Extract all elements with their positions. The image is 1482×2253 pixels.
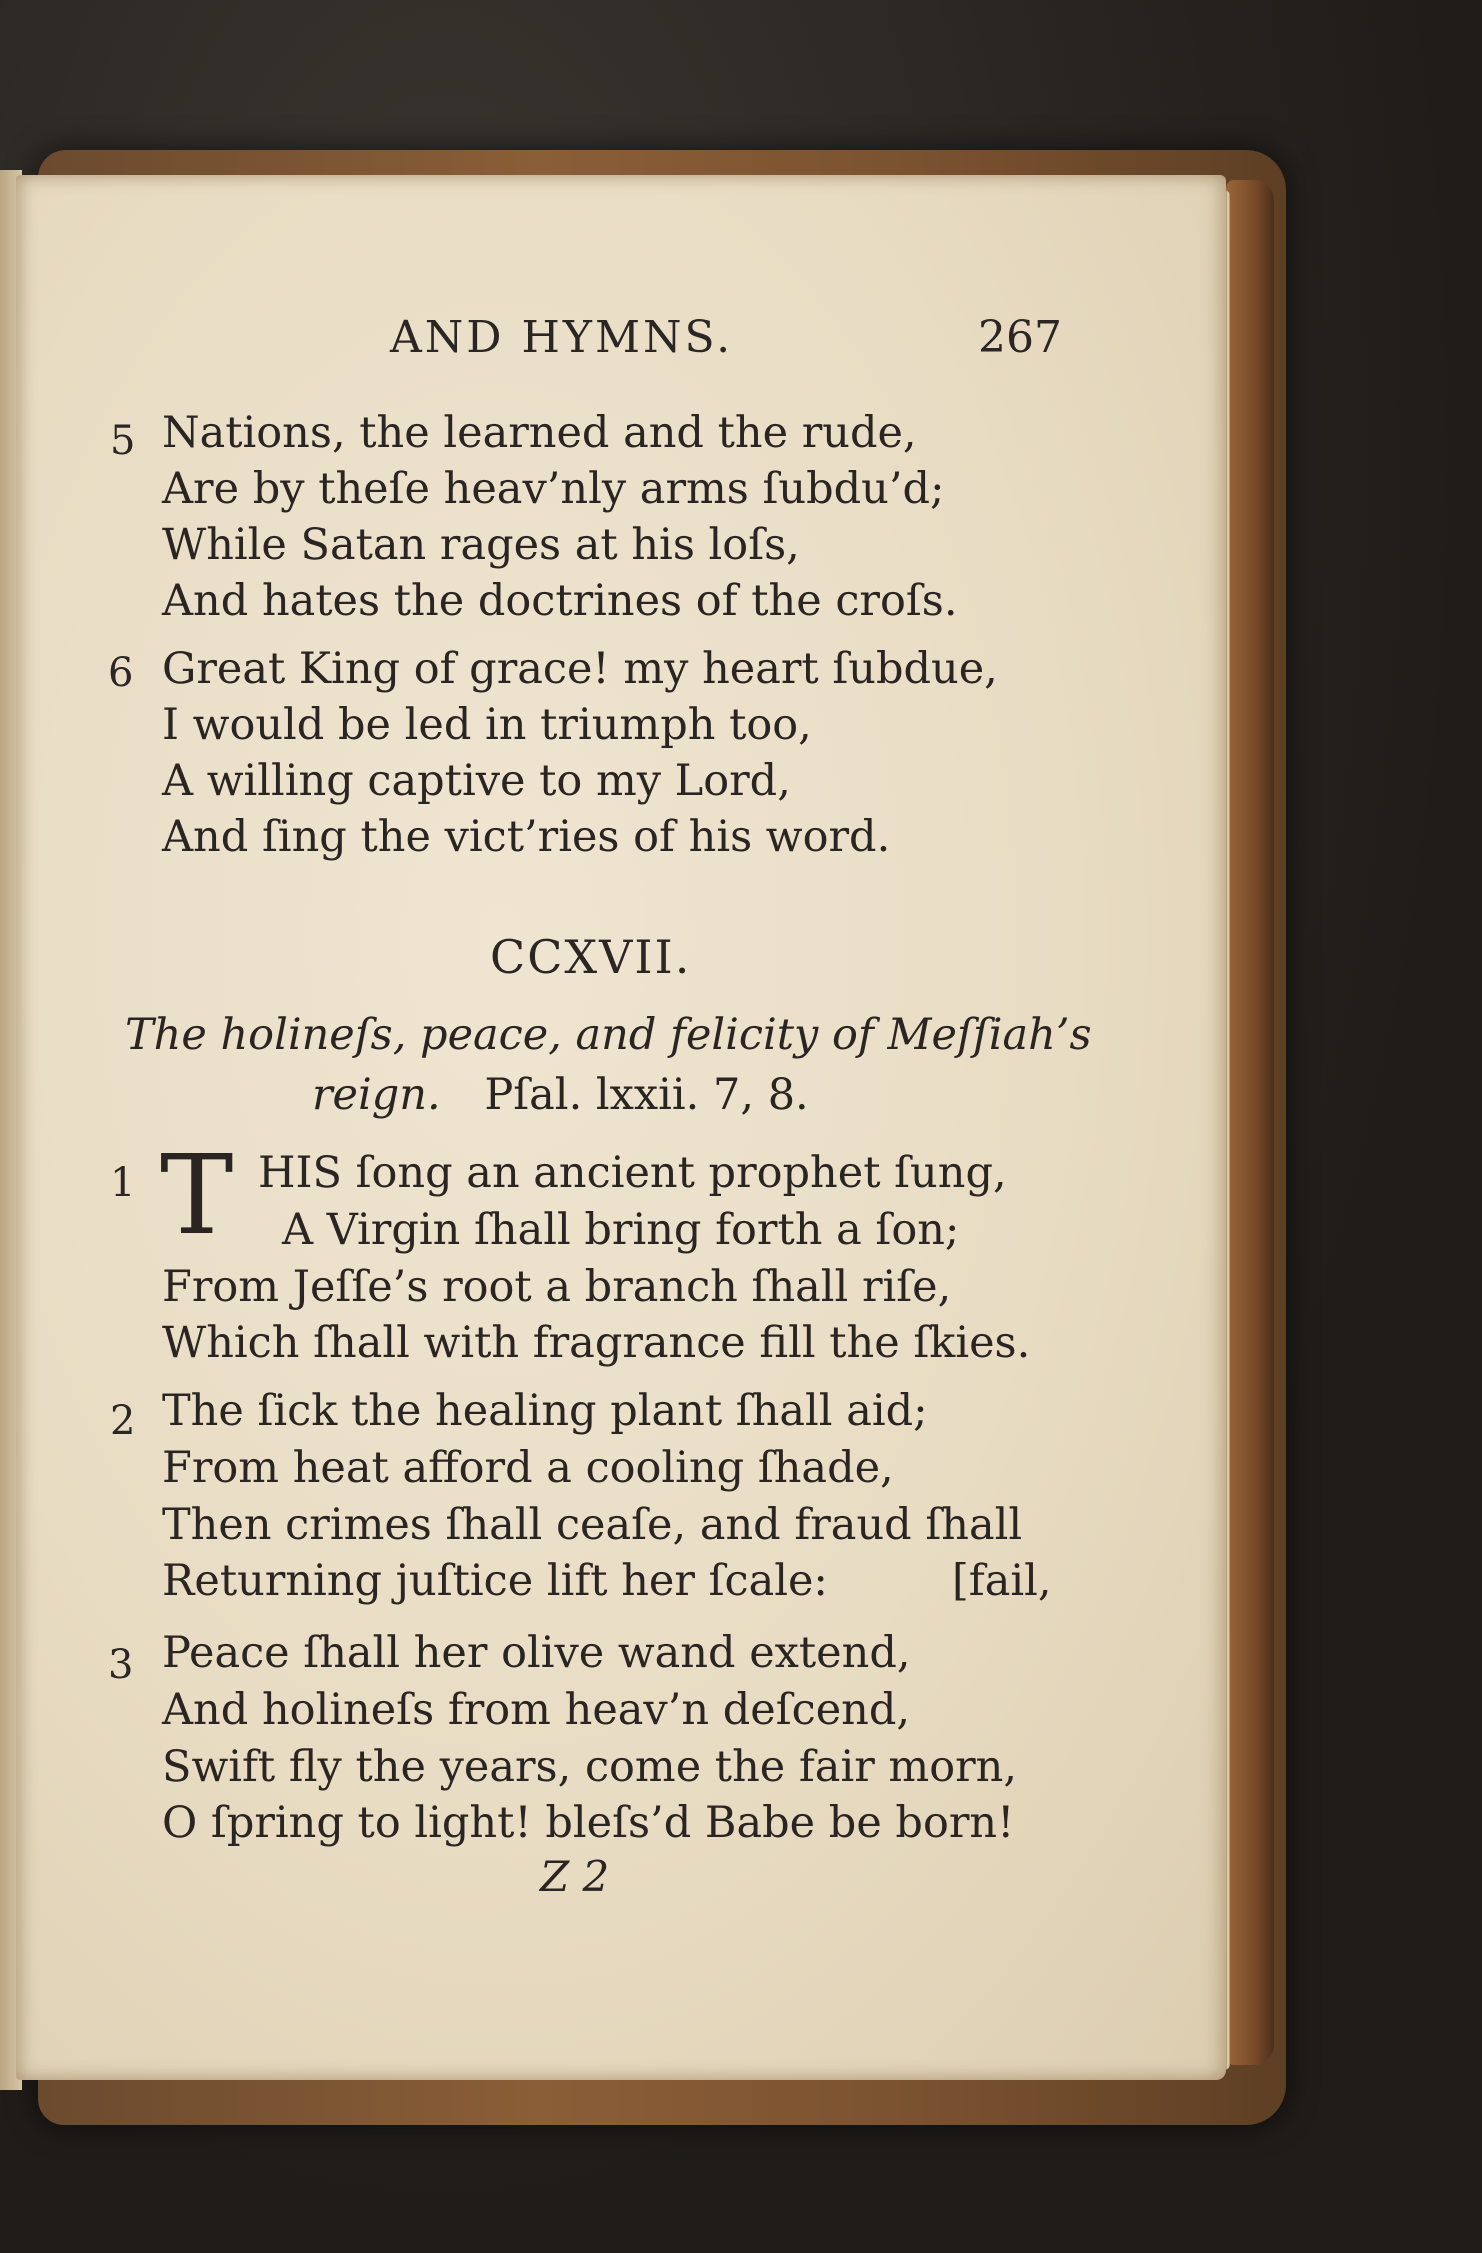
verse-line: O ſpring to light! bleſs’d Babe be born! xyxy=(162,1798,1015,1848)
verse-line: Peace ſhall her olive wand extend, xyxy=(162,1628,911,1678)
book-page xyxy=(16,175,1226,2080)
signature-mark: Z 2 xyxy=(540,1852,610,1901)
verse-line: Which ſhall with fragrance fill the ſkies. xyxy=(162,1318,1031,1368)
verse-line: I would be led in triumph too, xyxy=(162,700,812,750)
verse-line: Are by theſe heav’nly arms ſubdu’d; xyxy=(162,464,945,514)
running-header: AND HYMNS. xyxy=(390,312,734,363)
page-number: 267 xyxy=(978,312,1062,363)
verse-line: Returning juſtice lift her ſcale: xyxy=(162,1556,828,1606)
verse-line: Great King of grace! my heart ſubdue, xyxy=(162,644,998,694)
verse-line: HIS ſong an ancient prophet ſung, xyxy=(258,1148,1007,1198)
verse-line: Then crimes ſhall ceaſe, and fraud ſhall xyxy=(162,1500,1023,1550)
drop-cap: T xyxy=(160,1131,234,1259)
hymn-title-reign: reign. xyxy=(312,1070,441,1120)
verse-line: A willing captive to my Lord, xyxy=(162,756,791,806)
verse-line: And holineſs from heav’n deſcend, xyxy=(162,1685,911,1735)
hymn-title-line2 xyxy=(312,1070,809,1120)
verse-line: And hates the doctrines of the croſs. xyxy=(162,576,958,626)
cover-edge xyxy=(1226,180,1274,2065)
verse-line: Swift fly the years, come the fair morn, xyxy=(162,1742,1018,1792)
verse-line: Nations, the learned and the rude, xyxy=(162,408,917,458)
verse-number: 1 xyxy=(110,1160,136,1206)
verse-number: 3 xyxy=(108,1642,134,1688)
hymn-scripture-reference: Pſal. lxxii. 7, 8. xyxy=(484,1070,809,1120)
verse-line: And ſing the vict’ries of his word. xyxy=(162,812,891,862)
verse-number: 5 xyxy=(110,418,136,464)
verse-line: From heat afford a cooling ſhade, xyxy=(162,1443,894,1493)
verse-line: While Satan rages at his loſs, xyxy=(162,520,800,570)
verse-line: A Virgin ſhall bring forth a ſon; xyxy=(282,1205,960,1255)
verse-number: 6 xyxy=(108,650,134,696)
hymn-number: CCXVII. xyxy=(490,930,692,984)
hymn-title: The holineſs, peace, and felicity of Meſſiah’s xyxy=(125,1010,1092,1060)
verse-number: 2 xyxy=(110,1398,136,1444)
verse-line: From Jeſſe’s root a branch ſhall riſe, xyxy=(162,1262,952,1312)
turnover-word: [fail, xyxy=(952,1556,1052,1606)
verse-line: The ſick the healing plant ſhall aid; xyxy=(162,1386,928,1436)
